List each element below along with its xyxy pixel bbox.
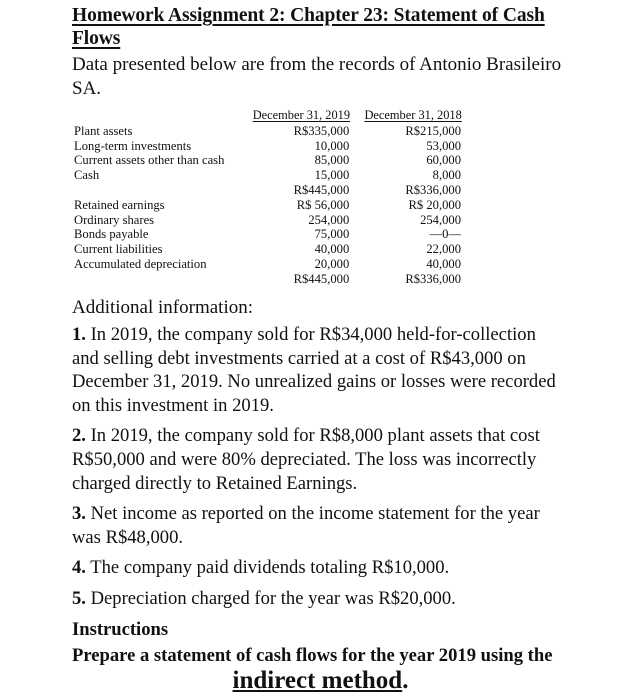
additional-item-text: In 2019, the company sold for R$34,000 held-for-collection and selling debt investments carried at a cost of R$43,000 on December 31, 2019. No unrealized gains or losses were recorded on this investment in 2019. [72, 324, 556, 416]
table-cell-2018: R$336,000 [405, 271, 461, 286]
table-cell-2018: 254,000 [420, 212, 461, 227]
table-cell-2019: 75,000 [314, 227, 350, 242]
column-header-2018: December 31, 2018 [364, 108, 462, 122]
additional-information-item [72, 323, 569, 417]
instructions-method-line [72, 666, 569, 695]
table-cell-2019: 85,000 [314, 153, 350, 168]
table-cell-2019: 15,000 [314, 168, 350, 183]
additional-item-number: 1. [72, 324, 86, 346]
instructions-method-emphasis: indirect method [232, 666, 403, 694]
instructions-lead-text: Prepare a statement of cash flows for the year 2019 using the [72, 644, 553, 666]
page-title-line-2: Flows [72, 28, 121, 49]
table-row [74, 183, 469, 198]
table-cell-2019: 254,000 [308, 212, 350, 227]
table-cell-2018: R$336,000 [405, 182, 461, 197]
table-cell-label: Plant assets [74, 123, 133, 138]
table-cell-2018: 22,000 [426, 242, 461, 257]
additional-item-number: 5. [72, 588, 86, 609]
additional-item-text: Depreciation charged for the year was R$20,000. [85, 588, 456, 609]
additional-information-item [72, 556, 569, 580]
table-row [74, 257, 469, 272]
table-row [74, 227, 469, 242]
table-cell-label: Retained earnings [74, 197, 165, 212]
table-cell-label: Long-term investments [74, 138, 192, 153]
table-header [74, 108, 469, 124]
table-cell-label: Current assets other than cash [74, 153, 225, 168]
table-row [74, 153, 469, 168]
intro-paragraph: Data presented below are from the records of Antonio Brasileiro SA. [72, 54, 562, 99]
table-cell-2019: 40,000 [314, 242, 350, 257]
table-cell-label: Ordinary shares [74, 212, 155, 227]
page-title-line-1: Homework Assignment 2: Chapter 23: Statement of Cash [72, 5, 545, 26]
table-cell-2018: R$215,000 [405, 123, 461, 138]
table-cell-label: Cash [74, 168, 100, 183]
table-row [74, 272, 469, 287]
table-cell-2019: 10,000 [314, 138, 350, 153]
table-cell-2018: —0— [429, 227, 461, 242]
additional-information-item [72, 502, 569, 549]
table-row [74, 242, 469, 257]
page-title [72, 4, 569, 50]
table-cell-label: Accumulated depreciation [74, 256, 207, 271]
table-header-row [74, 108, 469, 124]
table-cell-2019: R$445,000 [293, 182, 350, 197]
additional-item-number: 2. [72, 425, 86, 447]
additional-information-item [72, 587, 569, 611]
table-cell-2019: R$445,000 [293, 271, 350, 286]
table-cell-2019: R$ 56,000 [296, 197, 350, 212]
additional-information-heading: Additional information: [72, 296, 254, 318]
table-cell-2019: 20,000 [314, 256, 350, 271]
table-cell-label: Current liabilities [74, 242, 163, 257]
instructions-method-period: . [402, 666, 409, 694]
table-row [74, 124, 469, 139]
table-cell-label: Bonds payable [74, 227, 149, 242]
additional-item-text: In 2019, the company sold for R$8,000 plant assets that cost R$50,000 and were 80% depreciated. The loss was incorrectly charged directly to Retained Earnings. [72, 425, 540, 494]
table-row [74, 168, 469, 183]
column-header-2019: December 31, 2019 [252, 108, 351, 122]
table-cell-2018: 8,000 [432, 168, 461, 183]
additional-information-list [72, 323, 569, 611]
table-cell-2018: 53,000 [426, 138, 461, 153]
table-cell-2018: 60,000 [426, 153, 461, 168]
instructions-heading: Instructions [72, 618, 169, 640]
table-row [74, 213, 469, 228]
table-cell-2018: 40,000 [426, 256, 461, 271]
table-cell-2019: R$335,000 [293, 123, 350, 138]
table-cell-label [74, 183, 246, 198]
additional-item-number: 3. [72, 503, 86, 525]
table-row [74, 198, 469, 213]
table-row [74, 139, 469, 154]
table-header-label-spacer [74, 108, 246, 124]
additional-information-item [72, 424, 569, 495]
additional-item-text: The company paid dividends totaling R$10,000. [85, 557, 450, 579]
additional-item-text: Net income as reported on the income statement for the year was R$48,000. [72, 503, 540, 548]
additional-item-number: 4. [72, 557, 86, 579]
instructions-body [72, 644, 569, 695]
balance-data-table [74, 108, 469, 287]
table-cell-2018: R$ 20,000 [408, 197, 461, 212]
table-body [74, 124, 469, 287]
table-cell-label [74, 272, 246, 287]
